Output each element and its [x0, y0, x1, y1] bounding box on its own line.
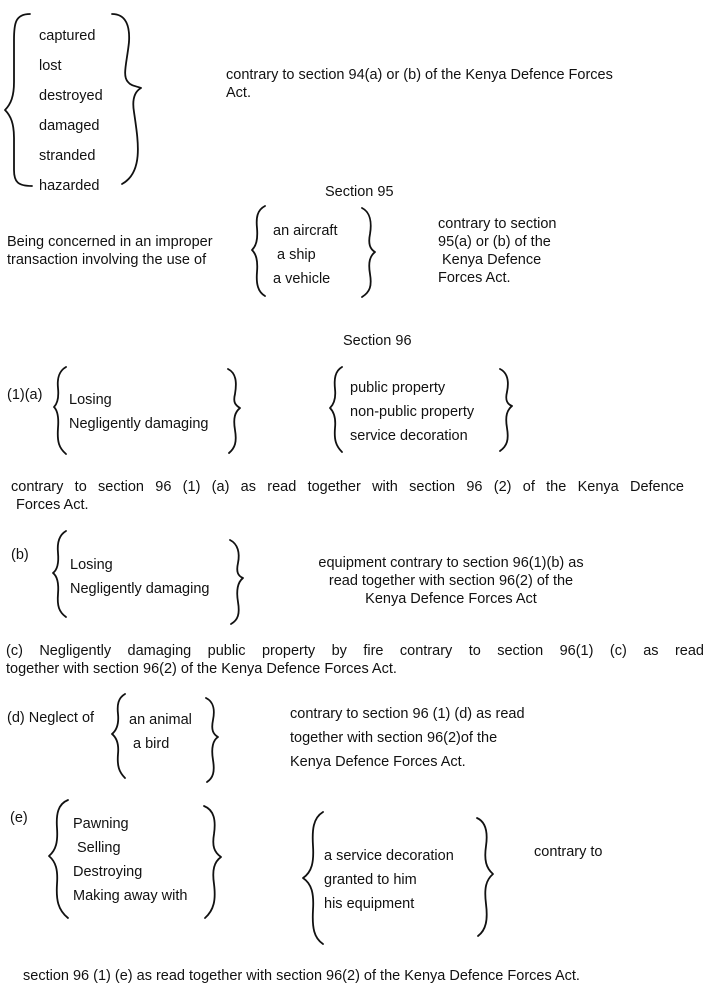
list-item: captured: [39, 28, 96, 44]
list-item: service decoration: [350, 428, 468, 444]
s95-lead-line: transaction involving the use of: [7, 252, 207, 268]
list-item: hazarded: [39, 178, 100, 194]
list-item: Destroying: [73, 864, 143, 880]
list-item: Negligently damaging: [70, 581, 210, 597]
list-item: stranded: [39, 148, 96, 164]
section-heading: Section 96: [343, 333, 412, 349]
list-item: a service decoration: [324, 848, 454, 864]
s96c-text-line: (c) Negligently damaging public property by fire contrary to section 96(1) (c) as read: [6, 643, 704, 659]
list-item: destroyed: [39, 88, 103, 104]
text-line: Kenya Defence Forces Act.: [290, 754, 466, 770]
text-line: Kenya Defence Forces Act: [365, 591, 537, 607]
section-heading: Section 95: [325, 184, 394, 200]
list-item: an aircraft: [273, 223, 338, 239]
list-item: lost: [39, 58, 62, 74]
text-line: together with section 96(2)of the: [290, 730, 498, 746]
list-item: an animal: [129, 712, 192, 728]
text-line: equipment contrary to section 96(1)(b) as: [318, 555, 584, 571]
list-item: a vehicle: [273, 271, 331, 287]
list-item: a ship: [277, 247, 316, 263]
list-item: Selling: [77, 840, 121, 856]
list-item: damaged: [39, 118, 100, 134]
s96e-text-line: section 96 (1) (e) as read together with section 96(2) of the Kenya Defence Forces Act.: [23, 968, 580, 984]
clause-label: (d) Neglect of: [7, 710, 95, 726]
s96a-text-line: Forces Act.: [16, 497, 89, 513]
list-item: his equipment: [324, 896, 415, 912]
list-item: Negligently damaging: [69, 416, 209, 432]
text-line: read together with section 96(2) of the: [328, 573, 574, 589]
list-item: Making away with: [73, 888, 188, 904]
list-item: public property: [350, 380, 446, 396]
clause-label: (1)(a): [7, 387, 43, 403]
s94-text-line: Act.: [226, 85, 251, 101]
text-line: Forces Act.: [438, 270, 511, 286]
text-line: contrary to section: [438, 216, 557, 232]
list-item: a bird: [133, 736, 170, 752]
text-line: contrary to section 96 (1) (d) as read: [290, 706, 525, 722]
s94-text-line: contrary to section 94(a) or (b) of the Kenya Defence Forces: [226, 67, 613, 83]
text-line: 95(a) or (b) of the: [438, 234, 551, 250]
list-item: non-public property: [350, 404, 475, 420]
list-item: Losing: [70, 557, 113, 573]
list-item: Losing: [69, 392, 112, 408]
text-line: Kenya Defence: [442, 252, 542, 268]
list-item: Pawning: [73, 816, 129, 832]
clause-label: (b): [11, 547, 29, 563]
clause-label: (e): [10, 810, 28, 826]
s96a-text-line: contrary to section 96 (1) (a) as read together with section 96 (2) of the Kenya Defence: [11, 479, 684, 495]
s96c-text-line: together with section 96(2) of the Kenya Defence Forces Act.: [6, 661, 397, 677]
list-item: granted to him: [324, 872, 417, 888]
s95-lead-line: Being concerned in an improper: [7, 234, 213, 250]
s96e-tail: contrary to: [534, 844, 603, 860]
